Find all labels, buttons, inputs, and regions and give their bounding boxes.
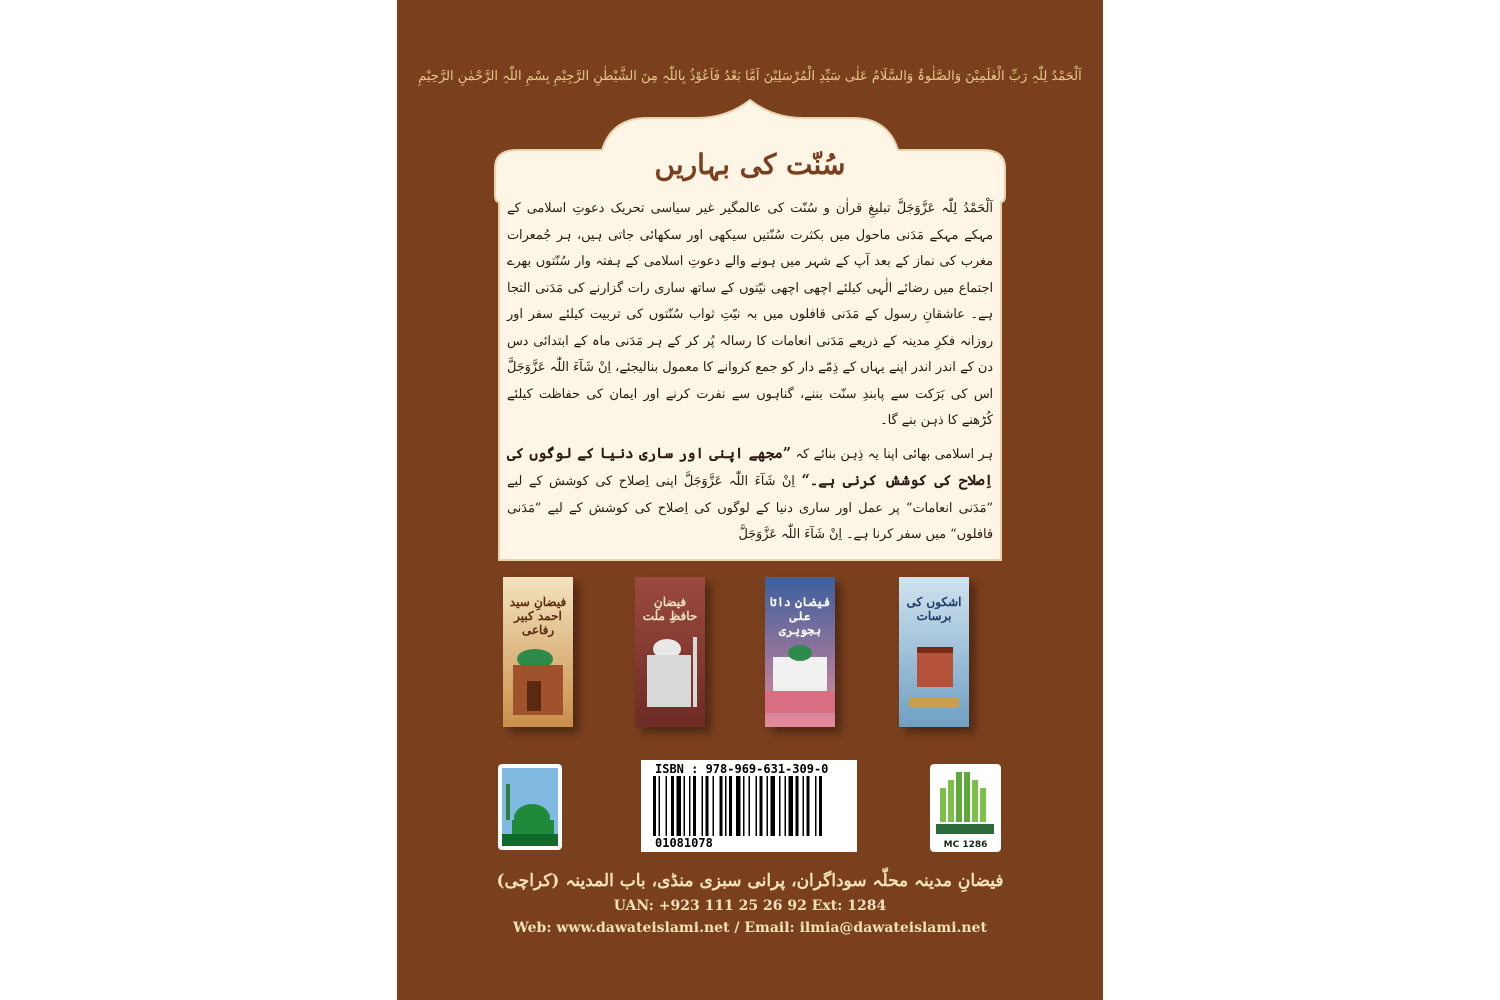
paragraph-2-highlight: ”مجھے اپنی اور ساری دنیا کے لوگوں کی اِصلاح کی کوشش کرنی ہے۔“ bbox=[507, 444, 993, 489]
barcode-bar bbox=[702, 776, 704, 836]
barcode-bar bbox=[729, 776, 732, 836]
barcode-number: 01081078 bbox=[655, 836, 713, 850]
barcode-bar bbox=[693, 776, 696, 836]
barcode-bar bbox=[713, 776, 715, 836]
barcode-bar bbox=[653, 776, 656, 836]
mc-code: MC 1286 bbox=[943, 840, 988, 850]
maktaba-tul-madina-logo bbox=[930, 764, 1001, 852]
barcode-bar bbox=[720, 776, 723, 836]
panel-title: سُنّت کی بہاریں bbox=[654, 148, 846, 181]
publisher-address: فیضانِ مدینہ محلّہ سوداگران، پرانی سبزی منڈی، باب المدینہ (کراچی) bbox=[496, 871, 1004, 891]
paragraph-2-intro: ہر اسلامی بھائی اپنا یہ ذِہن بنائے کہ bbox=[795, 446, 993, 462]
barcode-bar bbox=[771, 776, 776, 836]
barcode-bars bbox=[641, 776, 857, 836]
barcode-bar bbox=[725, 776, 727, 836]
barcode-bar bbox=[807, 776, 810, 836]
book-cover-4[interactable] bbox=[899, 577, 969, 727]
book-cover-3[interactable] bbox=[765, 577, 835, 727]
shrine-illustration-3 bbox=[765, 577, 835, 727]
barcode-bar bbox=[743, 776, 745, 836]
book-cover-2[interactable] bbox=[635, 577, 705, 727]
back-cover bbox=[397, 0, 1103, 1000]
barcode-bar bbox=[819, 776, 822, 836]
barcode-bar bbox=[815, 776, 817, 836]
barcode-bar bbox=[736, 776, 741, 836]
barcode-bar bbox=[749, 776, 751, 836]
book-cover-1[interactable] bbox=[503, 577, 573, 727]
barcode-bar bbox=[659, 776, 661, 836]
paragraph-2-rest: اِنْ شَآءَ اللّٰہ عَزَّوَجَلَّ اپنی اِصلاح کی کوشش کے لیے ”مَدَنی انعامات“ پر عمل اور ساری دنیا کے لوگوں کی اِصلاح کی کوشش کے لیے ”مَدَنی قافلوں“ میں سفر کرنا ہے۔ اِنْ شَآءَ اللّٰہ عَزَّوَجَلَّ bbox=[507, 474, 993, 542]
uan-phone: UAN: +923 111 25 26 92 Ext: 1284 bbox=[613, 898, 887, 914]
barcode-bar bbox=[785, 776, 787, 836]
isbn-label: ISBN : 978-969-631-309-0 bbox=[655, 762, 829, 776]
barcode-bar bbox=[779, 776, 781, 836]
book-thumbnails bbox=[497, 577, 1017, 737]
barcode-bar bbox=[689, 776, 691, 836]
book-title-4: اشکوں کی برسات bbox=[906, 595, 962, 623]
book-title-3: فیضانِ داتا علی ہجویری bbox=[769, 595, 831, 637]
mosque-illustration-2 bbox=[635, 577, 705, 727]
book-title-2: فیضانِ حافظِ ملت bbox=[642, 595, 698, 623]
barcode-bar bbox=[671, 776, 674, 836]
barcode-bar bbox=[796, 776, 799, 836]
green-dome-icon bbox=[498, 764, 562, 850]
paragraph-1: اَلْحَمْدُ لِلّٰہ عَزَّوَجَلَّ تبلیغِ قراٰن و سُنّت کی عالمگیر غیر سیاسی تحریک دعوتِ اسلامی کے مہکے مہکے مَدَنی ماحول میں بکثرت سُنّتیں سیکھی اور سکھائی جاتی ہیں، ہر جُمعرات مغرب کی نماز کے بعد آپ کے شہر میں ہونے والے دعوتِ اسلامی کے ہفتہ وار سُنّتوں بھرے اجتماع میں رضائے الٰہی کیلئے اچھی اچھی نیّتوں کے ساتھ ساری رات گزارنے کی مَدَنی التجا ہے۔ عاشقانِ رسول کے مَدَنی قافلوں میں بہ نیّتِ ثواب سُنّتوں کی تربیت کیلئے سفر اور روزانہ فکرِ مدینہ کے ذریعے مَدَنی انعامات کا رسالہ پُر کر کے ہر مَدَنی ماہ کے ابتدائی دس دن کے اندر اندر اپنے یہاں کے ذِمّے دار کو جمع کروانے کا معمول بنالیجئے، اِنْ شَآءَ اللّٰہ عَزَّوَجَلَّ اس کی بَرَکت سے پابندِ سنّت بننے، گناہوں سے نفرت کرنے اور ایمان کی حفاظت کیلئے کُڑھنے کا ذہن بنے گا۔ bbox=[507, 201, 993, 428]
book-title-1: فیضانِ سید احمد کبیر رفاعی bbox=[509, 595, 567, 637]
maktaba-logo-icon bbox=[930, 764, 1001, 840]
barcode-bar bbox=[666, 776, 668, 836]
bismillah-header: اَلْحَمْدُ لِلّٰہِ رَبِّ الْعٰلَمِیْنَ وَالصَّلٰوۃُ وَالسَّلَامُ عَلٰی سَیِّدِ الْمُرْسَلِیْنَ اَمَّا بَعْدُ فَاَعُوْذُ بِاللّٰہِ مِنَ الشَّیْطٰنِ الرَّجِیْمِ بِسْمِ اللّٰہِ الرَّحْمٰنِ الرَّحِیْمِ bbox=[418, 69, 1082, 84]
panel-body bbox=[507, 196, 993, 550]
barcode-bar bbox=[677, 776, 682, 836]
barcode-bar bbox=[803, 776, 805, 836]
paragraph-2 bbox=[507, 441, 993, 549]
kaaba-illustration-4 bbox=[899, 577, 969, 727]
dome-illustration-1 bbox=[503, 577, 573, 727]
barcode-bar bbox=[789, 776, 794, 836]
barcode-bar bbox=[767, 776, 769, 836]
content-panel bbox=[397, 0, 1103, 570]
barcode-bar bbox=[706, 776, 709, 836]
barcode-bar bbox=[684, 776, 686, 836]
barcode-bar bbox=[756, 776, 758, 836]
madani-channel-logo bbox=[498, 764, 562, 850]
web-email: Web: www.dawateislami.net / Email: ilmia@dawateislami.net bbox=[513, 920, 987, 936]
barcode-bar bbox=[760, 776, 763, 836]
isbn-barcode bbox=[641, 760, 857, 852]
